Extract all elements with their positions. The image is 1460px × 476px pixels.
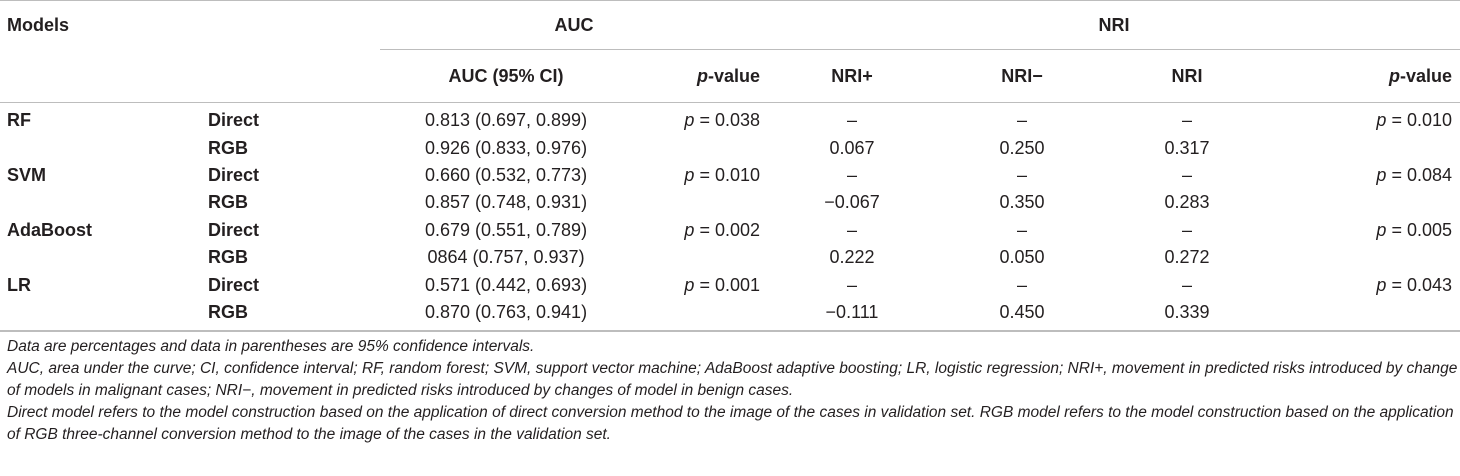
cell-auc-ci: 0.679 (0.551, 0.789): [424, 219, 588, 240]
header-auc-pvalue: [632, 50, 768, 103]
p-symbol: p: [1376, 274, 1387, 295]
table-row: [0, 134, 1460, 161]
header-auc-group: AUC: [380, 1, 768, 50]
table-row: [0, 299, 1460, 331]
cell-nri: –: [1181, 219, 1192, 240]
cell-nri-p: p = 0.043: [1376, 274, 1452, 295]
cell-auc-p: p = 0.001: [684, 274, 760, 295]
header-nri-plus: NRI+: [831, 65, 873, 86]
table-row: [0, 189, 1460, 216]
cell-nri-plus: –: [846, 110, 857, 131]
cell-method: RGB: [208, 192, 248, 213]
cell-nri: 0.339: [1108, 299, 1266, 331]
cell-model: LR: [7, 274, 31, 295]
header-nri-group: NRI: [768, 1, 1460, 50]
p-symbol: p: [684, 219, 695, 240]
cell-model: [0, 134, 208, 161]
cell-nri-minus: –: [1016, 219, 1027, 240]
cell-auc-p: p = 0.038: [684, 110, 760, 131]
p-symbol: p: [684, 164, 695, 185]
cell-nri-plus: –: [846, 274, 857, 295]
cell-auc-ci: 0.660 (0.532, 0.773): [424, 164, 588, 185]
p-symbol: p: [684, 110, 695, 131]
cell-auc-ci: 0.571 (0.442, 0.693): [424, 274, 588, 295]
cell-nri-minus: 0.350: [999, 192, 1045, 213]
cell-nri-plus: 0.222: [829, 247, 875, 268]
table-row: [0, 271, 1460, 298]
cell-nri-p: p = 0.005: [1376, 219, 1452, 240]
cell-method: Direct: [208, 274, 260, 295]
table-row: [0, 244, 1460, 271]
p-symbol: p: [1376, 110, 1387, 131]
cell-nri: 0.317: [1164, 137, 1210, 158]
table-row: [0, 217, 1460, 244]
header-nri-p-italic: p: [1388, 65, 1400, 86]
cell-auc-ci: 0864 (0.757, 0.937): [427, 247, 585, 268]
cell-model: [0, 244, 208, 271]
cell-nri-p: [1266, 189, 1460, 216]
footnote-1: Data are percentages and data in parentheses are 95% confidence intervals.: [7, 338, 535, 356]
cell-model: SVM: [7, 164, 47, 185]
cell-method: Direct: [208, 164, 260, 185]
cell-nri-plus: 0.067: [829, 137, 875, 158]
cell-nri-minus: –: [1016, 164, 1027, 185]
cell-nri-plus: –: [846, 219, 857, 240]
table-row: [0, 162, 1460, 189]
cell-nri-p: [1266, 299, 1460, 331]
p-symbol: p: [1376, 164, 1387, 185]
p-symbol: p: [684, 274, 695, 295]
cell-nri: 0.283: [1164, 192, 1210, 213]
table-body: [0, 103, 1460, 331]
cell-nri-p: p = 0.084: [1376, 164, 1452, 185]
header-nri-minus: NRI−: [1001, 65, 1043, 86]
cell-method: Direct: [208, 110, 260, 131]
cell-auc-p: p = 0.002: [684, 219, 760, 240]
header-nri: NRI: [1171, 65, 1203, 86]
footnote-2: AUC, area under the curve; CI, confidence interval; RF, random forest; SVM, support vector machine; AdaBoost adaptive boosting; LR, logistic regression; NRI+, movement in predicted risks introduced by change of models in malignant cases; NRI−, movement in predicted risks introduced by changes of model in benign cases.: [7, 360, 1458, 400]
cell-nri-minus: –: [1016, 274, 1027, 295]
header-auc-ci: AUC (95% CI): [448, 65, 564, 86]
cell-auc-p: [632, 244, 768, 271]
cell-model: RF: [7, 110, 31, 131]
cell-auc-ci: 0.857 (0.748, 0.931): [424, 192, 588, 213]
cell-nri-p: [1266, 134, 1460, 161]
cell-method: RGB: [208, 247, 248, 268]
cell-nri: –: [1181, 274, 1192, 295]
cell-auc-ci: 0.926 (0.833, 0.976): [424, 137, 588, 158]
header-models: Models: [7, 14, 70, 35]
cell-nri-plus: −0.067: [824, 192, 880, 213]
cell-auc-ci: 0.813 (0.697, 0.899): [424, 110, 588, 131]
table-row: [0, 103, 1460, 135]
header-auc-p-italic: p: [696, 65, 708, 86]
header-nri-pvalue: [1266, 50, 1460, 103]
cell-method: RGB: [208, 137, 248, 158]
table-footnotes: [0, 331, 1460, 446]
cell-auc-p: [632, 299, 768, 331]
cell-nri: –: [1181, 110, 1192, 131]
cell-nri-p: p = 0.010: [1376, 110, 1452, 131]
cell-nri-plus: −0.111: [768, 299, 936, 331]
cell-auc-p: p = 0.010: [684, 164, 760, 185]
cell-auc-ci: 0.870 (0.763, 0.941): [380, 299, 632, 331]
cell-nri-p: [1266, 244, 1460, 271]
cell-nri-minus: 0.450: [936, 299, 1108, 331]
cell-nri-plus: –: [846, 164, 857, 185]
cell-auc-p: [632, 134, 768, 161]
cell-nri: –: [1181, 164, 1192, 185]
cell-method: Direct: [208, 219, 260, 240]
cell-nri-minus: 0.250: [999, 137, 1045, 158]
footnote-3: Direct model refers to the model construction based on the application of direct conversion method to the image of the cases in validation set. RGB model refers to the model construction based on the application of RGB three-channel conversion method to the image of the cases in the validation set.: [7, 404, 1454, 444]
cell-method: RGB: [208, 299, 380, 331]
cell-model: AdaBoost: [7, 219, 92, 240]
p-symbol: p: [1376, 219, 1387, 240]
cell-nri-minus: 0.050: [999, 247, 1045, 268]
cell-auc-p: [632, 189, 768, 216]
cell-model: [0, 299, 208, 331]
cell-model: [0, 189, 208, 216]
cell-nri: 0.272: [1164, 247, 1210, 268]
cell-nri-minus: –: [1016, 110, 1027, 131]
header-nri-p-suffix: -value: [1399, 65, 1452, 86]
header-auc-p-suffix: -value: [707, 65, 760, 86]
